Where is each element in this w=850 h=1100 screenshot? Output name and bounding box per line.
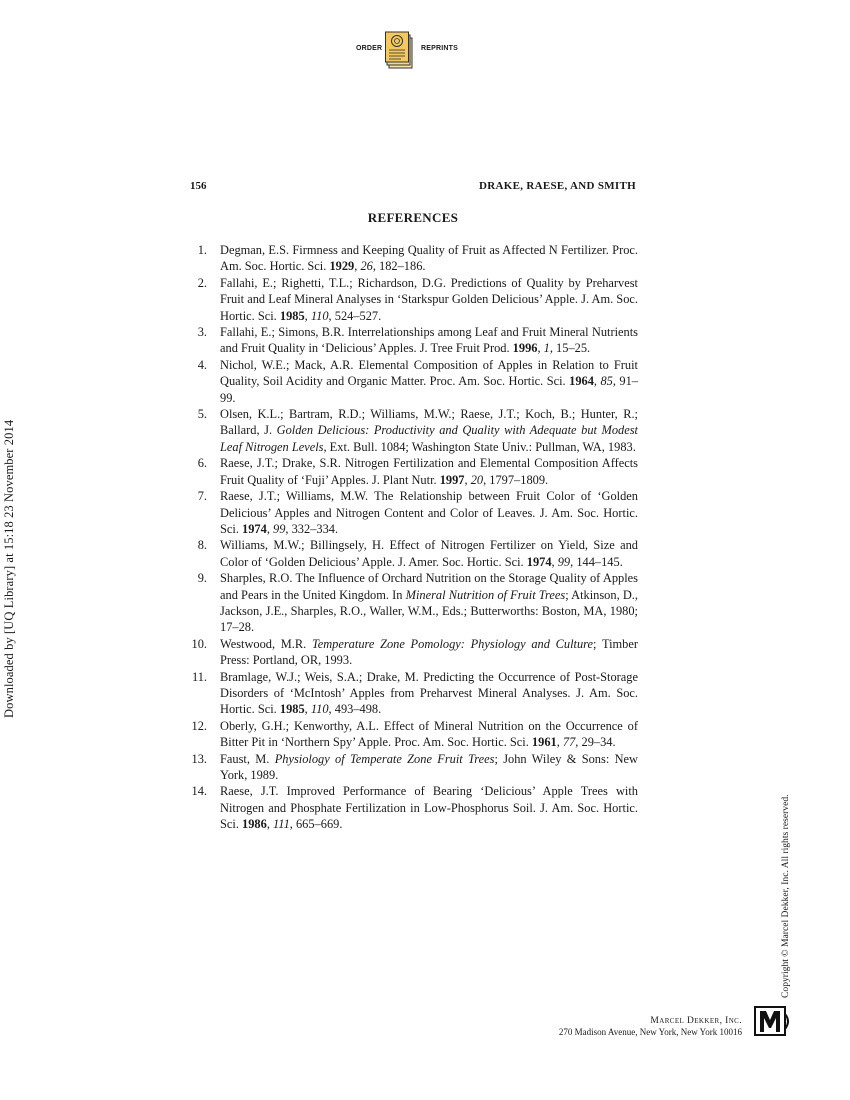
- reference-text: ; John Wiley & Sons: New York, 1989.: [220, 751, 638, 782]
- reference-italic: 26: [360, 259, 373, 274]
- reference-italic: 20: [470, 472, 484, 487]
- reference-number: 2.: [197, 275, 207, 290]
- reference-number: 3.: [197, 325, 207, 340]
- reference-text: , 524–527.: [328, 308, 382, 323]
- reference-italic: Physiology of Temperate Zone Fruit Trees: [274, 751, 495, 766]
- reference-text: ,: [537, 341, 544, 356]
- reference-item: [183, 406, 638, 455]
- reference-text: Nichol, W.E.; Mack, A.R. Elemental Composition of Apples in Relation to Fruit Quality, Soil Acidity and Organic Matter. Proc. Am. Soc. Hortic. Sci.: [220, 357, 638, 389]
- reference-text: ,: [593, 374, 601, 389]
- reference-text: ; Atkinson, D., Jackson, J.E., Sharples, R.O., Waller, W.M., Eds.; Butterworths: Boston, MA, 1980; 17–28.: [220, 587, 638, 635]
- reference-item: [183, 751, 638, 784]
- reference-text: Raese, J.T.; Drake, S.R. Nitrogen Fertilization and Elemental Composition Affects Fruit Quality of ‘Fuji’ Apples. J. Plant Nutr.: [220, 456, 638, 487]
- reference-text: , 144–145.: [570, 554, 623, 569]
- reference-text: Degman, E.S. Firmness and Keeping Quality of Fruit as Affected N Fertilizer. Proc. Am. Soc. Hortic. Sci.: [220, 243, 638, 274]
- reference-text: ,: [304, 702, 311, 717]
- reference-text: ,: [354, 259, 361, 274]
- copyright-notice: Copyright © Marcel Dekker, Inc. All rights reserved.: [780, 794, 791, 998]
- reference-number: 7.: [197, 489, 207, 504]
- reference-number: 14.: [191, 784, 207, 799]
- reference-text: Westwood, M.R.: [220, 636, 312, 651]
- reference-text: Faust, M.: [220, 751, 275, 766]
- reference-text: Williams, M.W.; Billingsely, H. Effect of Nitrogen Fertilizer on Yield, Size and Color of ‘Golden Delicious’ Apple. J. Amer. Soc. Hortic. Sci.: [220, 538, 638, 569]
- reference-italic: 111: [273, 817, 290, 832]
- reference-item: [183, 669, 638, 718]
- publisher-name: Marcel Dekker, Inc.: [650, 1016, 742, 1026]
- reference-text: , 15–25.: [549, 341, 591, 356]
- reference-text: ,: [551, 554, 558, 569]
- reference-text: Raese, J.T. Improved Performance of Bearing ‘Delicious’ Apple Trees with Nitrogen and Phosphate Fertilization in Low-Phosphorus Soil. J. Am. Soc. Hortic. Sci.: [220, 784, 638, 832]
- reference-text: , 493–498.: [328, 702, 382, 717]
- reference-number: 6.: [197, 456, 207, 471]
- reference-text: ,: [266, 817, 274, 832]
- reference-text: , 1797–1809.: [483, 472, 549, 487]
- reference-number: 12.: [191, 718, 207, 733]
- reference-year: 1974: [526, 554, 552, 569]
- reference-item: [183, 357, 638, 406]
- reference-italic: 1: [543, 341, 550, 356]
- reference-item: [183, 570, 638, 636]
- download-watermark: Downloaded by [UQ Library] at 15:18 23 November 2014: [2, 419, 16, 718]
- reprints-link[interactable]: REPRINTS: [421, 45, 458, 52]
- reference-text: Fallahi, E.; Simons, B.R. Interrelationships among Leaf and Fruit Mineral Nutrients and Fruit Quality in ‘Delicious’ Apples. J. Tree Fruit Prod.: [220, 325, 638, 356]
- reference-text: Sharples, R.O. The Influence of Orchard Nutrition on the Storage Quality of Apples and Pears in the United Kingdom. In: [220, 571, 638, 602]
- reference-year: 1996: [512, 341, 538, 356]
- reference-number: 4.: [197, 357, 207, 372]
- reference-number: 11.: [191, 669, 207, 684]
- reference-italic: 110: [310, 702, 329, 717]
- reference-text: Olsen, K.L.; Bartram, R.D.; Williams, M.W.; Raese, J.T.; Koch, B.; Hunter, R.; Ballard, J.: [220, 407, 638, 438]
- reference-text: , 182–186.: [372, 259, 426, 274]
- reference-number: 9.: [197, 571, 207, 586]
- reference-text: ,: [556, 735, 563, 750]
- reference-item: [183, 324, 638, 357]
- running-header: [190, 180, 636, 194]
- reference-number: 1.: [197, 243, 207, 257]
- reference-year: 1997: [439, 472, 465, 487]
- reference-text: ; Timber Press: Portland, OR, 1993.: [220, 636, 638, 668]
- reference-italic: Temperature Zone Pomology: Physiology and Culture: [311, 636, 594, 651]
- reference-text: ,: [464, 472, 471, 487]
- reference-year: 1986: [242, 817, 267, 832]
- reference-text: , 29–34.: [575, 735, 616, 750]
- reference-item: [183, 718, 638, 751]
- reference-year: 1929: [329, 259, 355, 274]
- reference-item: [183, 242, 638, 275]
- reference-text: Raese, J.T.; Williams, M.W. The Relationship between Fruit Color of ‘Golden Delicious’ Apples and Nitrogen Content and Color of Leaves. J. Am. Soc. Hortic. Sci.: [220, 489, 638, 536]
- reference-number: 5.: [197, 407, 207, 422]
- reference-text: , Ext. Bull. 1084; Washington State Univ.: Pullman, WA, 1983.: [323, 439, 636, 454]
- document-stack-icon[interactable]: [385, 30, 415, 75]
- reference-year: 1964: [569, 374, 594, 389]
- reference-year: 1985: [279, 702, 305, 717]
- reference-text: , 665–669.: [289, 817, 343, 832]
- reference-text: Bramlage, W.J.; Weis, S.A.; Drake, M. Predicting the Occurrence of Post-Storage Disorders of ‘McIntosh’ Apples from Preharvest Mineral Analyses. J. Am. Soc. Hortic. Sci.: [220, 669, 638, 717]
- reference-text: , 332–334.: [285, 521, 339, 536]
- reference-item: [183, 275, 638, 324]
- section-title: REFERENCES: [367, 210, 459, 225]
- order-link[interactable]: ORDER: [356, 45, 383, 52]
- reference-number: 8.: [197, 538, 207, 553]
- order-reprints-bar: [340, 28, 500, 72]
- reference-number: 13.: [191, 751, 207, 766]
- reference-text: Fallahi, E.; Righetti, T.L.; Richardson, D.G. Predictions of Quality by Preharvest Fruit and Leaf Mineral Analyses in ‘Starkspur Golden Delicious’ Apple. J. Am. Soc. Hortic. Sci.: [220, 275, 638, 323]
- reference-italic: 110: [310, 308, 329, 323]
- reference-item: [183, 537, 638, 570]
- reference-item: [183, 783, 638, 832]
- reference-italic: 85: [600, 374, 613, 389]
- reference-italic: 99: [273, 521, 286, 536]
- reference-text: Oberly, G.H.; Kenworthy, A.L. Effect of Mineral Nutrition on the Occurrence of Bitter Pit in ‘Northern Spy’ Apple. Proc. Am. Soc. Hortic. Sci.: [220, 718, 638, 750]
- reference-text: , 91–99.: [220, 374, 638, 405]
- reference-italic: 77: [562, 735, 576, 750]
- reference-item: [183, 636, 638, 669]
- running-authors: DRAKE, RAESE, AND SMITH: [479, 180, 636, 192]
- reference-item: [183, 488, 638, 537]
- reference-list: [183, 242, 638, 833]
- page-number: 156: [190, 180, 207, 192]
- reference-year: 1985: [279, 308, 305, 323]
- reference-italic: Mineral Nutrition of Fruit Trees: [405, 587, 566, 602]
- marcel-dekker-logo-icon: [752, 1004, 792, 1043]
- reference-number: 10.: [191, 636, 207, 651]
- publisher-address: 270 Madison Avenue, New York, New York 10016: [558, 1027, 742, 1037]
- reference-year: 1974: [242, 521, 267, 536]
- reference-text: ,: [304, 308, 311, 323]
- reference-year: 1961: [531, 735, 557, 750]
- reference-text: ,: [266, 521, 274, 536]
- reference-item: [183, 455, 638, 488]
- publisher-block: [520, 1016, 742, 1037]
- reference-italic: 99: [557, 554, 571, 569]
- reference-italic: Golden Delicious: Productivity and Quality with Adequate but Modest Leaf Nitrogen Levels: [220, 423, 638, 454]
